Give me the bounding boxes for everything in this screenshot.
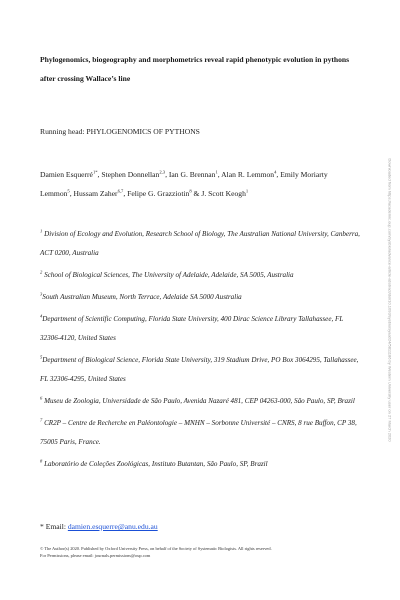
running-head: Running head: PHYLOGENOMICS OF PYTHONS <box>40 127 200 136</box>
affiliation: $^4$Department of Scientific Computing, Florida State University, 400 Dirac Science Library Tallahassee, FL 32306-4120, United States <box>40 313 344 342</box>
copyright-line: © The Author(s) 2020. Published by Oxford University Press, on behalf of the Society of Systematic Biologists. All rights reserved. <box>40 546 272 551</box>
affiliation: $^2$ School of Biological Sciences, The University of Adelaide, Adelaide, SA 5005, Australia <box>40 269 294 279</box>
affiliation: $^5$Department of Biological Science, Florida State University, 319 Stadium Drive, PO Box 3064295, Tallahassee, FL 32306-4295, United States <box>40 354 359 383</box>
author: Damien Esquerré$^{1*}$, <box>40 169 102 179</box>
affiliation: $^1$ Division of Ecology and Evolution, Research School of Biology, The Australian National University, Canberra, ACT 0200, Australia <box>40 228 360 257</box>
email-label: * Email: <box>40 522 68 531</box>
author: Hussam Zaher$^{6,7}$, <box>73 188 128 198</box>
affiliation: $^8$ Laboratório de Coleções Zoológicas, Instituto Butantan, São Paulo, SP, Brazil <box>40 458 268 468</box>
affiliation: $^3$South Australian Museum, North Terrace, Adelaide SA 5000 Australia <box>40 291 242 301</box>
author: Stephen Donnellan$^{2,3}$, <box>101 169 169 179</box>
affiliation: $^7$ CR2P – Centre de Recherche en Paléontologie – MNHN – Sorbonne Université – CNRS, 8 rue Buffon, CP 38, 75005 Paris, France. <box>40 417 357 446</box>
author: Alan R. Lemmon$^4$, <box>221 169 281 179</box>
corresponding-email <box>40 521 360 533</box>
permissions-line: For Permissions, please email: journals.permissions@oup.com <box>40 553 151 558</box>
author: Ian G. Brennan$^1$, <box>168 169 222 179</box>
author: J. Scott Keogh$^1$ <box>201 188 249 198</box>
copyright-footer <box>40 545 362 559</box>
author: Felipe G. Grazziotin$^8$ & <box>127 188 202 198</box>
affiliation: $^6$ Museu de Zoologia, Universidade de São Paulo, Avenida Nazaré 481, CEP 04263-000, São Paulo, SP, Brazil <box>40 395 355 405</box>
author-list <box>40 165 360 203</box>
email-link[interactable]: damien.esquerre@anu.edu.au <box>67 522 158 531</box>
affiliation-list <box>40 225 362 477</box>
download-watermark: Downloaded from https://academic.oup.com/sysbio/advance-article-abstract/doi/10.1093/sysbio/syaa024/5811186 by Western University user on 27 March 2020 <box>387 158 393 442</box>
paper-title: Phylogenomics, biogeography and morphometrics reveal rapid phenotypic evolution in pythons after crossing Wallace’s line <box>40 55 350 83</box>
author: Emily Moriarty Lemmon$^5$, <box>40 170 328 198</box>
